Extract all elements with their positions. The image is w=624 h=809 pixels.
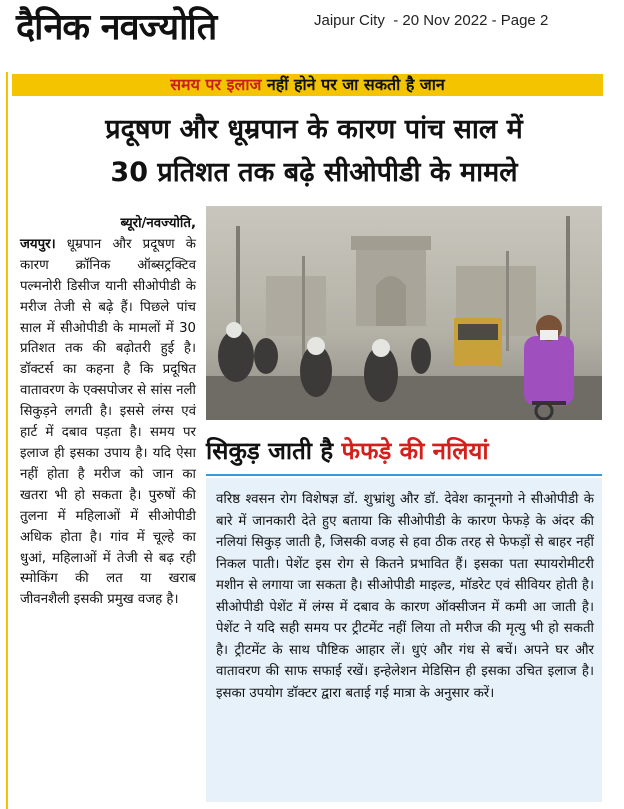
article-text: धूम्रपान और प्रदूषण के कारण क्रॉनिक ऑब्सट्रक्टिव पल्मनोरी डिसीज यानी सीओपीडी के मरीज तेजी से बढ़े हैं। पिछले पांच साल में सीओपीडी के मामलों में 30 प्रतिशत तक की बढ़ोतरी हुई है। डॉक्टर्स का कहना है कि प्रदूषित वातावरण के एक्सपोजर से सांस नली सिकुड़ने लगती है। इससे लंग्स एवं हार्ट में दबाव पड़ता है। समय पर इलाज ही इसका उपाय है। यदि ऐसा नहीं होता है मरीज को जान का खतरा भी हो सकता है। पुरुषों की तुलना में महिलाओं में सीओपीडी अधिक होता है। गांव में चूल्हे का धुआं, महिलाओं में तेजी से बढ़ रही स्मोकिंग की लत या खराब जीवनशैली इसकी प्रमुख वजह है।	[20, 236, 196, 608]
masthead-title: दैनिक नवज्योति	[16, 7, 217, 48]
smog-street-photo	[206, 206, 602, 420]
subhead-highlight: फेफड़े की नलियां	[341, 437, 489, 465]
kicker-banner	[12, 74, 603, 96]
edition-info: Jaipur City - 20 Nov 2022 - Page 2	[314, 12, 549, 29]
kicker-highlight: समय पर इलाज	[170, 75, 262, 94]
dateline: ब्यूरो/नवज्योति,	[120, 216, 196, 231]
kicker-rest: नहीं होने पर जा सकती है जान	[261, 75, 445, 94]
info-box-text: वरिष्ठ श्वसन रोग विशेषज्ञ डॉ. शुभ्रांशु और डॉ. देवेश कानूनगो ने सीओपीडी के बारे में जानकारी देते हुए बताया कि सीओपीडी के कारण फेफड़े के अंदर की नलियां सिकुड़ जाती है, जिसकी वजह से हवा ठीक तरह से फेफड़ों से बाहर नहीं निकल पाती। पेशेंट इस रोग से कितने प्रभावित हैं। इसका पता स्पायरोमीटरी मशीन से लगाया जा सकता है। सीओपीडी माइल्ड, मॉडरेट एवं सीवियर होती है। सीओपीडी पेशेंट में लंग्स में दबाव के कारण ऑक्सीजन में कमी आ जाती है। पेशेंट ने यदि सही समय पर ट्रीटमेंट नहीं लिया तो मरीज की मृत्यु भी हो सकती है। ट्रीटमेंट के साथ पौष्टिक आहार लें। धुएं और गंध से बचें। अपने घर और वातावरण की साफ सफाई रखें। इन्हेलेशन मेडिसिन ही इसका उचित इलाज है। इसका उपयोग डॉक्टर द्वारा बताई गई मात्रा के अनुसार करें।	[216, 492, 594, 701]
headline-line-1: प्रदूषण और धूम्रपान के कारण पांच साल में	[105, 114, 523, 145]
headline-line-2: 30 प्रतिशत तक बढ़े सीओपीडी के मामले	[110, 157, 518, 188]
headline	[14, 108, 614, 194]
dateline-city: जयपुर।	[20, 236, 56, 252]
subhead	[206, 428, 602, 474]
article-body	[20, 214, 196, 611]
subhead-part-1: सिकुड़ जाती है	[206, 437, 342, 465]
box-divider	[206, 474, 602, 476]
margin-rule	[6, 72, 8, 809]
news-photo	[206, 206, 602, 420]
